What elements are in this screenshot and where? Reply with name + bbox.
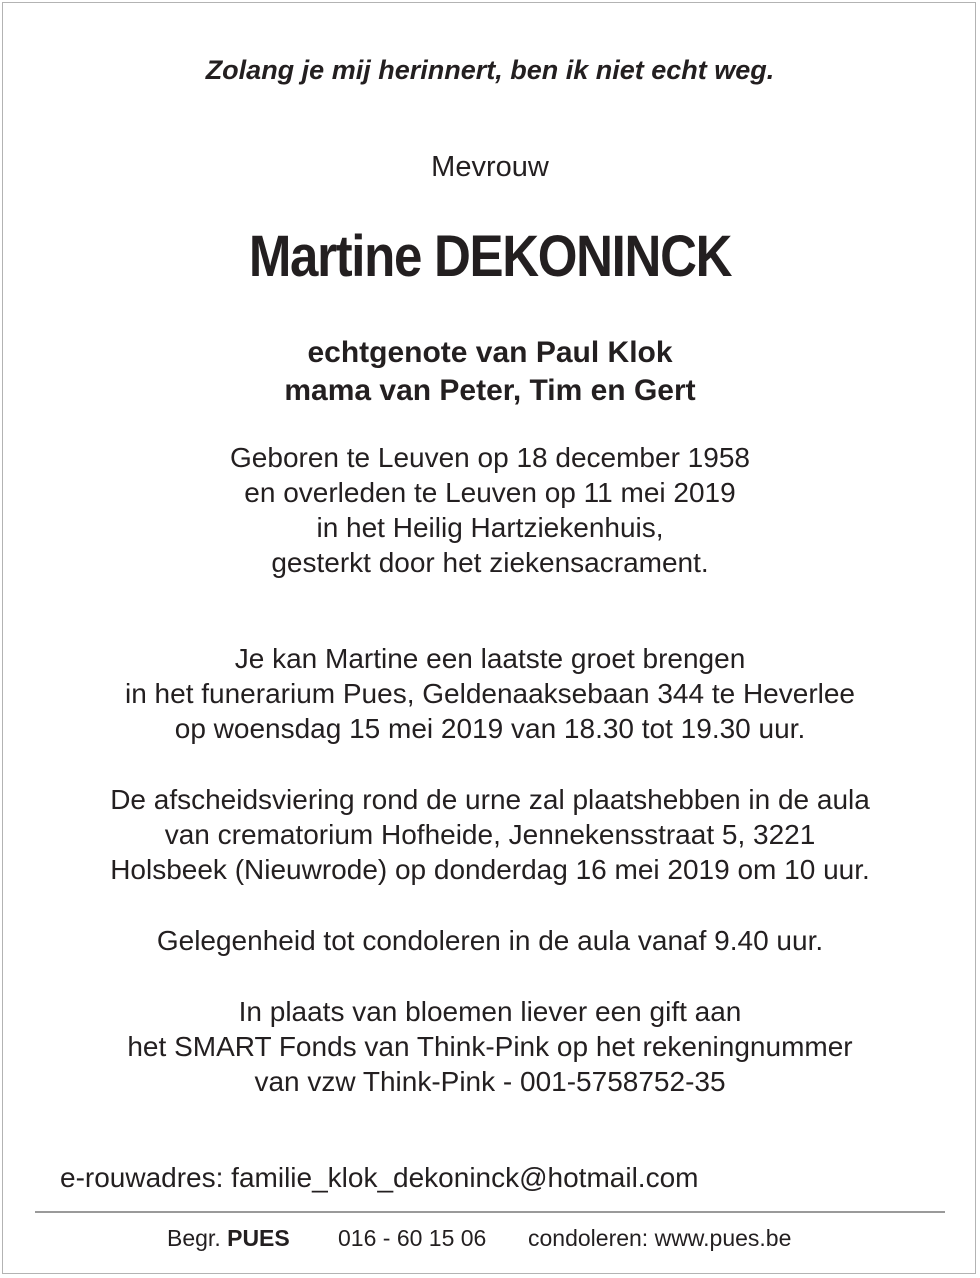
- birth-line: Geboren te Leuven op 18 december 1958: [230, 442, 750, 473]
- ceremony-line: De afscheidsviering rond de urne zal plaatshebben in de aula: [110, 784, 870, 815]
- death-line: en overleden te Leuven op 11 mei 2019: [244, 477, 736, 508]
- salutation: Mevrouw: [431, 151, 549, 183]
- footer-divider: [35, 1211, 945, 1213]
- relation-children: mama van Peter, Tim en Gert: [284, 374, 696, 407]
- relations: [0, 334, 980, 410]
- gift-line: het SMART Fonds van Think-Pink op het rekeningnummer: [127, 1031, 853, 1062]
- email-line: e-rouwadres: familie_klok_dekoninck@hotmail.com: [60, 1162, 699, 1193]
- ceremony-line: van crematorium Hofheide, Jennekensstraat 5, 3221: [164, 819, 816, 850]
- gift-line: van vzw Think-Pink - 001-5758752-35: [254, 1066, 726, 1097]
- undertaker: [167, 1222, 290, 1254]
- ceremony-line: Holsbeek (Nieuwrode) op donderdag 16 mei 2019 om 10 uur.: [110, 854, 870, 885]
- deceased-name: Martine DEKONINCK: [248, 224, 732, 289]
- relation-spouse: echtgenote van Paul Klok: [307, 336, 673, 369]
- visitation-line: Je kan Martine een laatste groet brengen: [234, 643, 746, 674]
- visitation-line: op woensdag 15 mei 2019 van 18.30 tot 19.30 uur.: [174, 713, 806, 744]
- birth-death-block: [0, 440, 980, 580]
- gift-block: [0, 994, 980, 1099]
- condolences-line: Gelegenheid tot condoleren in de aula vanaf 9.40 uur.: [156, 925, 824, 956]
- motto: Zolang je mij herinnert, ben ik niet echt weg.: [205, 55, 775, 85]
- gift-line: In plaats van bloemen liever een gift aan: [238, 996, 742, 1027]
- ceremony-block: [0, 782, 980, 887]
- undertaker-phone: 016 - 60 15 06: [338, 1225, 487, 1251]
- undertaker-prefix: Begr.: [167, 1225, 221, 1251]
- sacrament-line: gesterkt door het ziekensacrament.: [271, 547, 709, 578]
- visitation-block: [0, 641, 980, 746]
- hospital-line: in het Heilig Hartziekenhuis,: [316, 512, 664, 543]
- visitation-line: in het funerarium Pues, Geldenaaksebaan 344 te Heverlee: [124, 678, 856, 709]
- condolence-site: condoleren: www.pues.be: [528, 1225, 792, 1251]
- undertaker-name: PUES: [227, 1225, 290, 1251]
